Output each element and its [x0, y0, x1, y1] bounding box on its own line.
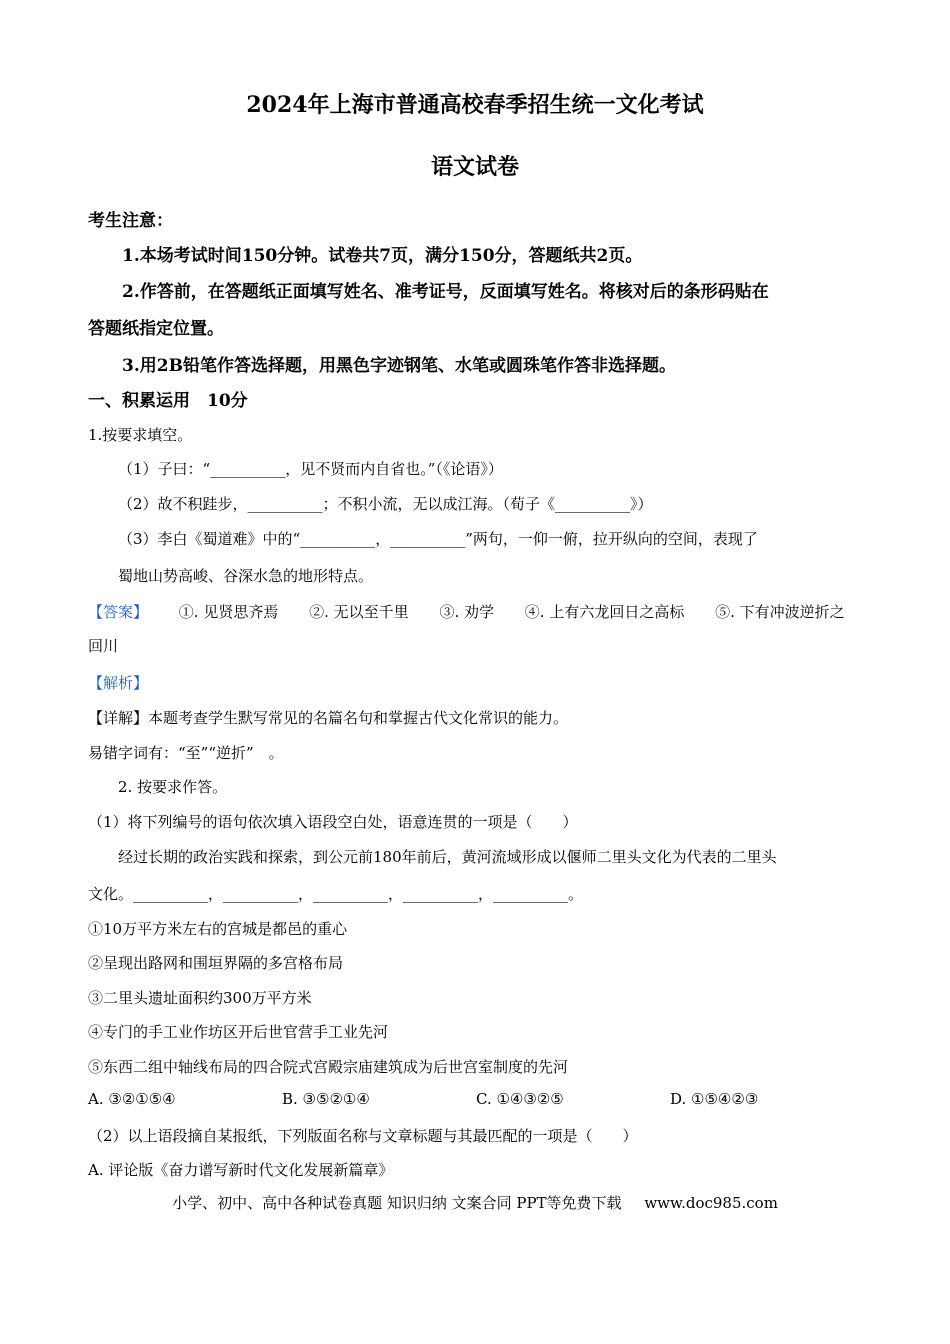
q2-passage-line-2: 文化。__________，__________，__________，__________，__________。 — [88, 885, 584, 903]
q1-sub-2: （2）故不积跬步，__________；不积小流，无以成江海。（荀子《__________》） — [118, 495, 653, 513]
q2-item-5: ⑤东西二组中轴线布局的四合院式宫殿宗庙建筑成为后世宫室制度的先河 — [88, 1058, 569, 1076]
exam-subtitle: 语文试卷 — [430, 154, 519, 180]
notice-item-3: 3.用2B铅笔作答选择题，用黑色字迹钢笔、水笔或圆珠笔作答非选择题。 — [122, 356, 676, 376]
q2-sub-1: （1）将下列编号的语句依次填入语段空白处，语意连贯的一项是（ ） — [88, 813, 578, 831]
answer-item: ⑤. 下有冲波逆折之 — [715, 603, 845, 621]
q1-answer-continuation: 回川 — [88, 637, 119, 655]
option-c: C. ①④③②⑤ — [476, 1090, 564, 1108]
q2-sub-2: （2）以上语段摘自某报纸，下列版面名称与文章标题与其最匹配的一项是（ ） — [88, 1127, 638, 1145]
q1-sub-3-line-1: （3）李白《蜀道难》中的“__________，__________”两句，一仰一俯，拉开纵向的空间，表现了 — [118, 530, 758, 548]
q1-detail: 【详解】本题考查学生默写常见的名篇名句和掌握古代文化常识的能力。 — [88, 709, 569, 727]
q1-sub-1: （1）子曰：“__________，见不贤而内自省也。”（《论语》） — [118, 460, 503, 478]
q1-answer-line — [88, 601, 845, 622]
answer-item: ④. 上有六龙回日之高标 — [524, 603, 685, 621]
answer-tag: 【答案】 — [88, 603, 149, 621]
q1-sub-3-line-2: 蜀地山势高峻、谷深水急的地形特点。 — [118, 567, 374, 585]
q2-item-3: ③二里头遗址面积约300万平方米 — [88, 989, 312, 1007]
q1-prompt: 1.按要求填空。 — [88, 426, 193, 444]
answer-item: ①. 见贤思齐焉 — [178, 603, 279, 621]
q2-passage-line-1: 经过长期的政治实践和探索，到公元前180年前后，黄河流域形成以偃师二里头文化为代表的二里头 — [118, 848, 777, 866]
q1-typo-note: 易错字词有：“至”“逆折” 。 — [88, 744, 284, 762]
q2-sub-2-option-a: A. 评论版《奋力谱写新时代文化发展新篇章》 — [88, 1161, 394, 1179]
answer-item: ③. 劝学 — [439, 603, 494, 621]
notice-heading: 考生注意： — [88, 211, 173, 231]
section-1-heading: 一、积累运用 10分 — [88, 391, 248, 411]
q2-prompt: 2. 按要求作答。 — [118, 778, 228, 796]
answer-item: ②. 无以至千里 — [309, 603, 409, 621]
page-footer — [0, 1192, 950, 1213]
exam-title: 2024年上海市普通高校春季招生统一文化考试 — [246, 92, 704, 118]
option-b: B. ③⑤②①④ — [282, 1090, 370, 1108]
notice-item-2-line-1: 2.作答前，在答题纸正面填写姓名、准考证号，反面填写姓名。将核对后的条形码贴在 — [122, 282, 769, 302]
analysis-tag: 【解析】 — [88, 674, 149, 692]
notice-item-2-line-2: 答题纸指定位置。 — [88, 319, 224, 339]
footer-text: 小学、初中、高中各种试卷真题 知识归纳 文案合同 PPT等免费下载 — [172, 1194, 622, 1212]
q2-item-1: ①10万平方米左右的宫城是都邑的重心 — [88, 920, 348, 938]
notice-item-1: 1.本场考试时间150分钟。试卷共7页，满分150分，答题纸共2页。 — [122, 246, 643, 266]
q2-item-4: ④专门的手工业作坊区开后世官营手工业先河 — [88, 1023, 389, 1041]
option-d: D. ①⑤④②③ — [670, 1090, 759, 1108]
footer-site-link[interactable]: www.doc985.com — [644, 1194, 778, 1212]
option-a: A. ③②①⑤④ — [88, 1090, 176, 1108]
q2-item-2: ②呈现出路网和围垣界隔的多宫格布局 — [88, 954, 344, 972]
